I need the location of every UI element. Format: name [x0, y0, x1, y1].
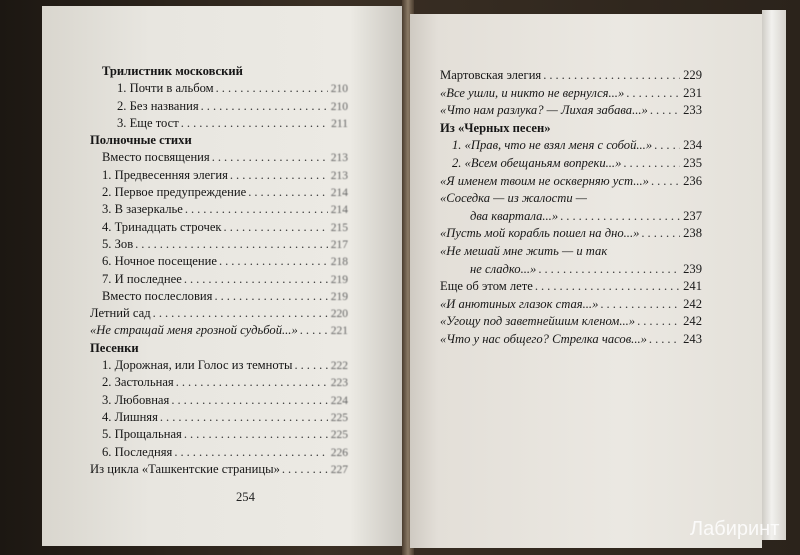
- toc-entry: [440, 138, 702, 156]
- toc-entry: [90, 237, 348, 254]
- toc-entry: [440, 174, 702, 192]
- toc-entry-page: 219: [330, 273, 348, 286]
- toc-entry-page: 219: [330, 290, 348, 303]
- toc-entry-title: 2. «Всем обещаньям вопреки...»: [452, 155, 622, 170]
- toc-entry: [90, 64, 348, 81]
- toc-entry-title: 1. Дорожная, или Голос из темноты: [102, 358, 293, 373]
- toc-entry-title: «Я именем твоим не оскверняю уст...»: [440, 173, 649, 188]
- toc-entry-page: 222: [330, 360, 348, 373]
- toc-entry: [90, 358, 348, 375]
- dot-leader: [201, 99, 328, 114]
- toc-entry: [90, 116, 348, 133]
- dot-leader: [174, 445, 327, 460]
- toc-entry: [90, 341, 348, 358]
- toc-entry-title: «Не стращай меня грозной судьбой...»: [90, 323, 298, 338]
- toc-entry-page: 214: [330, 187, 348, 200]
- toc-entry-title: «И анютиных глазок стая...»: [440, 296, 599, 311]
- toc-entry-title: «Пусть мой корабль пошел на дно...»: [440, 226, 640, 241]
- toc-entry-title: Из цикла «Ташкентские страницы»: [90, 461, 280, 476]
- toc-entry-title: 3. Любовная: [102, 392, 170, 407]
- toc-entry-title: Мартовская элегия: [440, 68, 542, 82]
- toc-entry: [440, 279, 702, 297]
- dot-leader: [637, 314, 680, 329]
- toc-entry-title: «Что нам разлука? — Лихая забава...»: [440, 103, 648, 118]
- toc-entry-page: 213: [330, 169, 348, 182]
- toc-entry-page: 215: [330, 221, 348, 234]
- toc-entry: [90, 272, 348, 289]
- toc-entry: [440, 244, 702, 262]
- toc-entry-title: 2. Застольная: [102, 375, 174, 390]
- toc-entry-title: 5. Зов: [102, 236, 134, 251]
- toc-entry-page: 226: [330, 446, 348, 459]
- toc-entry-page: 231: [683, 85, 702, 100]
- toc-entry-title: 3. Еще тост: [117, 115, 179, 130]
- toc-entry-page: 243: [683, 331, 702, 346]
- toc-entry: [440, 191, 702, 209]
- toc-entry-page: 213: [330, 152, 348, 165]
- dot-leader: [626, 86, 680, 101]
- dot-leader: [214, 289, 327, 304]
- toc-entry: [90, 81, 348, 98]
- dot-leader: [184, 272, 328, 287]
- toc-entry: [440, 156, 702, 174]
- toc-entry: [440, 103, 702, 121]
- toc-entry: [90, 220, 348, 237]
- toc-entry: [90, 323, 348, 340]
- toc-entry-title: Из «Черных песен»: [440, 120, 551, 135]
- toc-entry: [90, 168, 348, 185]
- toc-entry: [90, 393, 348, 410]
- toc-entry-page: 242: [683, 296, 702, 311]
- dot-leader: [216, 81, 328, 96]
- dot-leader: [535, 279, 680, 294]
- toc-entry-title: 2. Первое предупреждение: [102, 185, 247, 200]
- watermark-logo: Лабиринт: [690, 518, 780, 540]
- toc-entry-page: 220: [330, 308, 348, 321]
- page-number: 254: [236, 490, 255, 504]
- dot-leader: [212, 150, 328, 165]
- toc-entry-title: два квартала...»: [470, 208, 559, 223]
- toc-entry-title: «Угощу под заветнейшим кленом...»: [440, 314, 636, 329]
- toc-entry: [90, 289, 348, 306]
- toc-entry: [90, 185, 348, 202]
- toc-entry-title: не сладко...»: [470, 261, 537, 276]
- dot-leader: [185, 202, 328, 217]
- toc-entry-title: 2. Без названия: [117, 98, 199, 113]
- toc-entry-page: 221: [330, 325, 348, 338]
- toc-entry-page: 210: [330, 100, 348, 113]
- toc-entry-title: 4. Лишняя: [102, 409, 158, 424]
- dot-leader: [171, 393, 327, 408]
- dot-leader: [219, 254, 328, 269]
- dot-leader: [641, 226, 680, 241]
- dot-leader: [650, 103, 680, 118]
- dot-leader: [184, 427, 328, 442]
- toc-entry: [440, 209, 702, 227]
- toc-entry: [440, 121, 702, 139]
- dot-leader: [654, 138, 680, 153]
- dot-leader: [230, 168, 328, 183]
- page-edges: [762, 10, 786, 540]
- dot-leader: [300, 323, 328, 338]
- toc-entry: [440, 262, 702, 280]
- toc-entry: [90, 99, 348, 116]
- toc-entry-page: 241: [683, 279, 702, 294]
- toc-entry-page: 242: [683, 314, 702, 329]
- toc-entry-page: 223: [330, 377, 348, 390]
- toc-entry-page: 233: [683, 103, 702, 118]
- toc-entry: [90, 254, 348, 271]
- toc-entry-title: «Соседка — из жалости —: [440, 191, 587, 206]
- toc-entry-title: 6. Ночное посещение: [102, 254, 217, 269]
- toc-entry-title: Летний сад: [90, 306, 151, 321]
- toc-entry-title: Еще об этом лете: [440, 279, 533, 294]
- toc-entry-title: «Все ушли, и никто не вернулся...»: [440, 85, 625, 100]
- toc-entry-title: Вместо посвящения: [102, 150, 210, 165]
- left-toc-column: [90, 64, 348, 479]
- toc-entry: [90, 306, 348, 323]
- dot-leader: [248, 185, 328, 200]
- toc-entry-page: 227: [330, 463, 348, 476]
- toc-entry-page: 238: [683, 226, 702, 241]
- toc-entry-title: Трилистник московский: [102, 64, 243, 78]
- toc-entry: [440, 86, 702, 104]
- dot-leader: [600, 297, 680, 312]
- toc-entry-page: 210: [330, 83, 348, 96]
- toc-entry: [90, 375, 348, 392]
- dot-leader: [181, 116, 328, 131]
- toc-entry-page: 218: [330, 256, 348, 269]
- toc-entry-title: Вместо послесловия: [102, 288, 213, 303]
- dot-leader: [176, 375, 328, 390]
- toc-entry-title: «Не мешай мне жить — и так: [440, 243, 608, 258]
- dot-leader: [651, 174, 680, 189]
- dot-leader: [160, 410, 328, 425]
- dot-leader: [224, 220, 328, 235]
- toc-entry: [440, 68, 702, 86]
- toc-entry-page: 235: [683, 155, 702, 170]
- toc-entry: [90, 427, 348, 444]
- toc-entry-page: 234: [683, 138, 702, 153]
- toc-entry-page: 237: [683, 208, 702, 223]
- toc-entry-page: 225: [330, 411, 348, 424]
- toc-entry: [90, 410, 348, 427]
- toc-entry-title: 1. Почти в альбом: [117, 81, 214, 96]
- toc-entry-title: 1. «Прав, что не взял меня с собой...»: [452, 138, 653, 153]
- toc-entry-page: 229: [683, 68, 702, 82]
- toc-entry-title: 5. Прощальная: [102, 427, 182, 442]
- toc-entry-title: 4. Тринадцать строчек: [102, 219, 222, 234]
- dot-leader: [543, 68, 680, 83]
- toc-entry-page: 236: [683, 173, 702, 188]
- toc-entry-page: 239: [683, 261, 702, 276]
- toc-entry-page: 224: [330, 394, 348, 407]
- toc-entry-page: 211: [331, 117, 348, 130]
- dot-leader: [623, 156, 680, 171]
- dot-leader: [282, 462, 328, 477]
- toc-entry: [90, 202, 348, 219]
- dot-leader: [295, 358, 328, 373]
- right-toc-column: [440, 68, 702, 350]
- toc-entry: [90, 445, 348, 462]
- dot-leader: [153, 306, 328, 321]
- dot-leader: [649, 332, 680, 347]
- dot-leader: [560, 209, 680, 224]
- toc-entry-page: 214: [330, 204, 348, 217]
- toc-entry-title: 3. В зазеркалье: [102, 202, 183, 217]
- toc-entry: [90, 462, 348, 479]
- toc-entry-title: «Что у нас общего? Стрелка часов...»: [440, 331, 647, 346]
- toc-entry: [90, 150, 348, 167]
- toc-entry: [440, 332, 702, 350]
- toc-entry: [440, 314, 702, 332]
- toc-entry: [440, 297, 702, 315]
- dot-leader: [538, 262, 680, 277]
- toc-entry: [440, 226, 702, 244]
- toc-entry-page: 225: [330, 429, 348, 442]
- toc-entry-page: 217: [330, 238, 348, 251]
- toc-entry-title: Песенки: [90, 340, 139, 355]
- toc-entry-title: 1. Предвесенняя элегия: [102, 167, 228, 182]
- toc-entry-title: 6. Последняя: [102, 444, 173, 459]
- toc-entry-title: Полночные стихи: [90, 133, 192, 148]
- dot-leader: [135, 237, 328, 252]
- toc-entry: [90, 133, 348, 150]
- toc-entry-title: 7. И последнее: [102, 271, 182, 286]
